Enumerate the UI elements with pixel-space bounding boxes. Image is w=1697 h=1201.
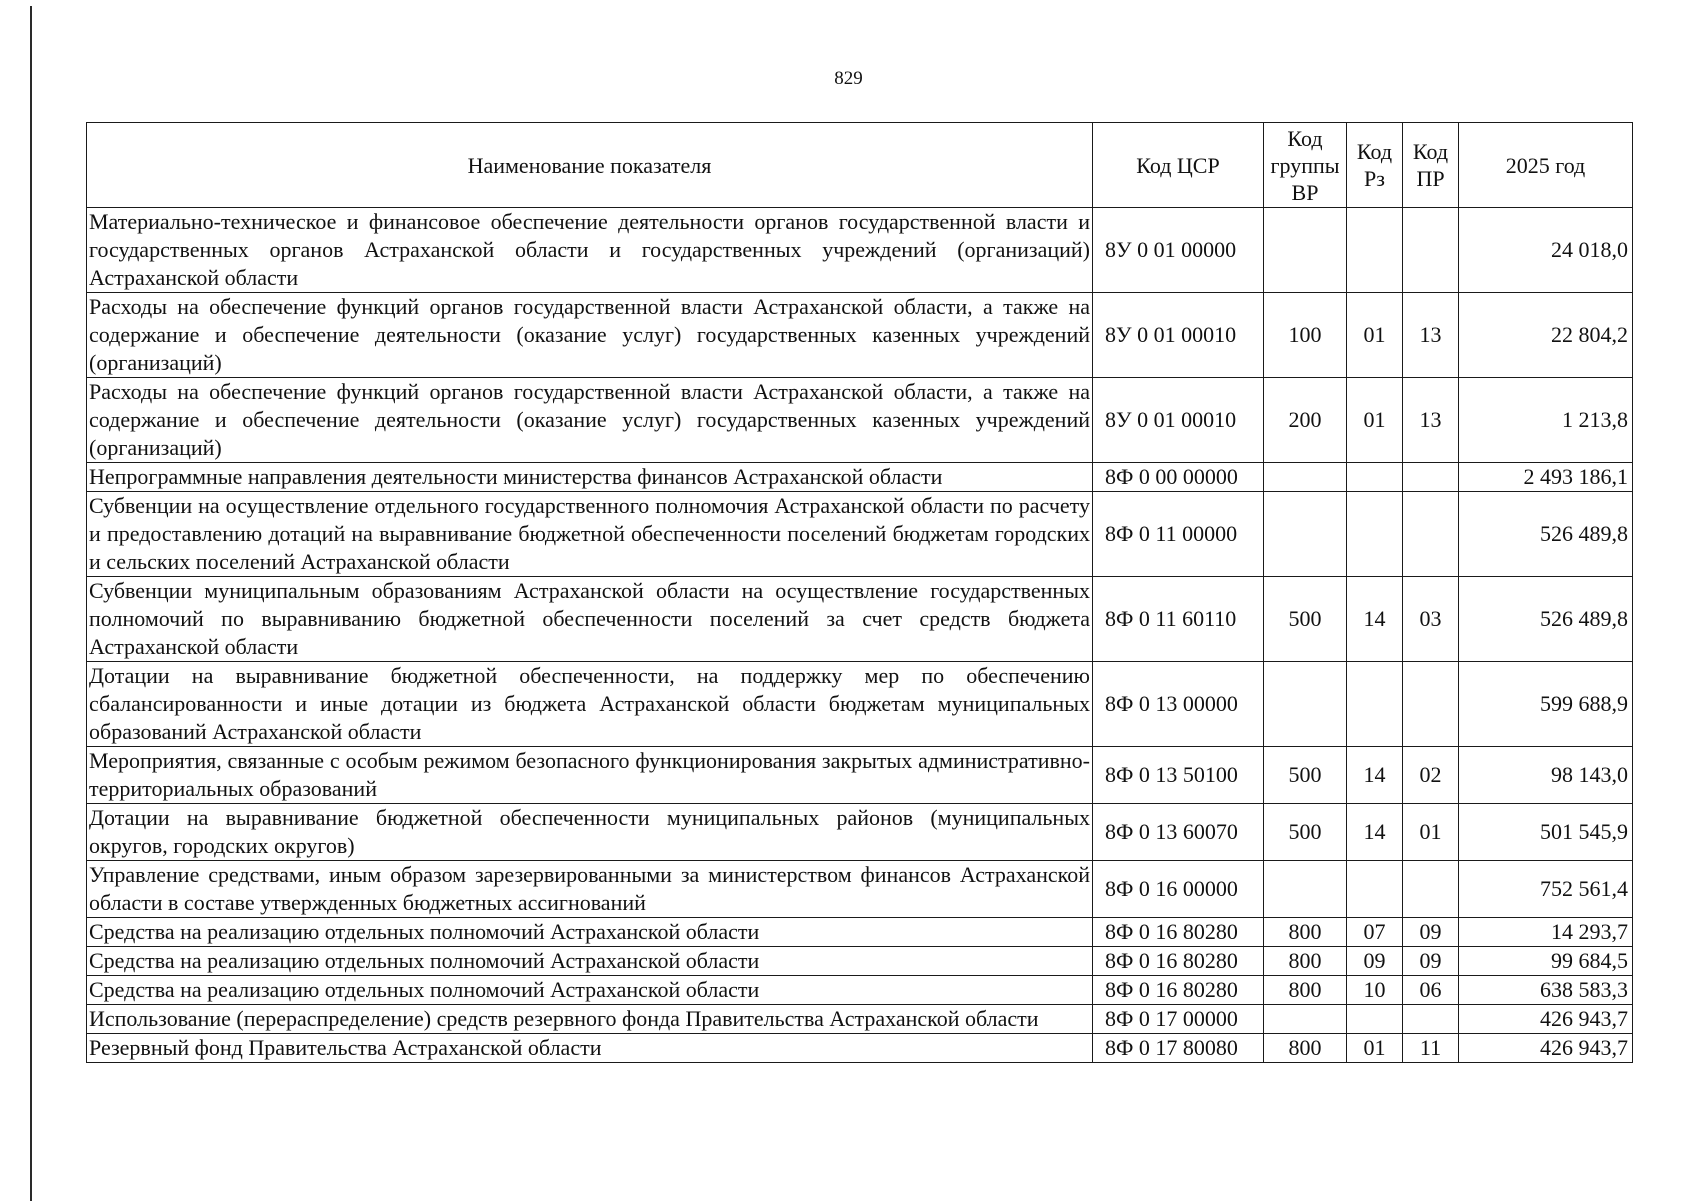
cell-vr xyxy=(1264,208,1347,293)
cell-vr xyxy=(1264,463,1347,492)
cell-name: Расходы на обеспечение функций органов государственной власти Астраханской области, а также на содержание и обеспечение деятельности (оказание услуг) государственных казенных учреждений (организаций) xyxy=(87,378,1093,463)
cell-name: Мероприятия, связанные с особым режимом безопасного функционирования закрытых административно-территориальных образований xyxy=(87,747,1093,804)
budget-table xyxy=(86,122,1633,1063)
table-row xyxy=(87,577,1633,662)
cell-csr: 8Ф 0 16 80280 xyxy=(1093,947,1264,976)
cell-vr: 800 xyxy=(1264,1034,1347,1063)
header-year: 2025 год xyxy=(1459,123,1633,208)
cell-name: Субвенции муниципальным образованиям Астраханской области на осуществление государственных полномочий по выравниванию бюджетной обеспеченности поселений за счет средств бюджета Астраханской области xyxy=(87,577,1093,662)
cell-pr: 02 xyxy=(1403,747,1459,804)
cell-vr: 500 xyxy=(1264,577,1347,662)
table-body xyxy=(87,208,1633,1063)
cell-pr xyxy=(1403,861,1459,918)
cell-csr: 8Ф 0 00 00000 xyxy=(1093,463,1264,492)
table-row xyxy=(87,976,1633,1005)
cell-amount: 638 583,3 xyxy=(1459,976,1633,1005)
cell-rz: 09 xyxy=(1347,947,1403,976)
cell-vr: 800 xyxy=(1264,947,1347,976)
cell-vr: 100 xyxy=(1264,293,1347,378)
cell-csr: 8Ф 0 13 00000 xyxy=(1093,662,1264,747)
cell-rz: 14 xyxy=(1347,804,1403,861)
header-vr: Код группы ВР xyxy=(1264,123,1347,208)
cell-csr: 8Ф 0 13 60070 xyxy=(1093,804,1264,861)
cell-amount: 426 943,7 xyxy=(1459,1005,1633,1034)
table-row xyxy=(87,1034,1633,1063)
header-name: Наименование показателя xyxy=(87,123,1093,208)
cell-csr: 8Ф 0 11 00000 xyxy=(1093,492,1264,577)
cell-amount: 752 561,4 xyxy=(1459,861,1633,918)
cell-csr: 8У 0 01 00010 xyxy=(1093,378,1264,463)
budget-table-container xyxy=(86,122,1632,1063)
cell-rz xyxy=(1347,1005,1403,1034)
cell-rz xyxy=(1347,492,1403,577)
cell-rz xyxy=(1347,463,1403,492)
table-row xyxy=(87,662,1633,747)
cell-amount: 526 489,8 xyxy=(1459,492,1633,577)
cell-name: Непрограммные направления деятельности министерства финансов Астраханской области xyxy=(87,463,1093,492)
cell-pr xyxy=(1403,1005,1459,1034)
cell-name: Расходы на обеспечение функций органов государственной власти Астраханской области, а также на содержание и обеспечение деятельности (оказание услуг) государственных казенных учреждений (организаций) xyxy=(87,293,1093,378)
cell-vr: 800 xyxy=(1264,976,1347,1005)
cell-pr: 03 xyxy=(1403,577,1459,662)
cell-rz: 14 xyxy=(1347,747,1403,804)
cell-vr xyxy=(1264,1005,1347,1034)
table-row xyxy=(87,1005,1633,1034)
cell-name: Дотации на выравнивание бюджетной обеспеченности, на поддержку мер по обеспечению сбалансированности и иные дотации из бюджета Астраханской области бюджетам муниципальных образований Астраханской области xyxy=(87,662,1093,747)
cell-name: Субвенции на осуществление отдельного государственного полномочия Астраханской области по расчету и предоставлению дотаций на выравнивание бюджетной обеспеченности поселений бюджетам городских и сельских поселений Астраханской области xyxy=(87,492,1093,577)
cell-vr: 500 xyxy=(1264,804,1347,861)
cell-amount: 24 018,0 xyxy=(1459,208,1633,293)
table-header-row xyxy=(87,123,1633,208)
header-rz: Код Рз xyxy=(1347,123,1403,208)
cell-vr: 800 xyxy=(1264,918,1347,947)
cell-rz: 01 xyxy=(1347,1034,1403,1063)
table-row xyxy=(87,208,1633,293)
cell-rz xyxy=(1347,208,1403,293)
table-row xyxy=(87,947,1633,976)
table-row xyxy=(87,861,1633,918)
table-row xyxy=(87,492,1633,577)
cell-pr: 13 xyxy=(1403,378,1459,463)
cell-csr: 8У 0 01 00010 xyxy=(1093,293,1264,378)
page-number: 829 xyxy=(834,68,863,89)
cell-pr xyxy=(1403,208,1459,293)
cell-amount: 526 489,8 xyxy=(1459,577,1633,662)
cell-name: Средства на реализацию отдельных полномочий Астраханской области xyxy=(87,976,1093,1005)
table-row xyxy=(87,463,1633,492)
cell-csr: 8Ф 0 16 80280 xyxy=(1093,918,1264,947)
cell-name: Использование (перераспределение) средств резервного фонда Правительства Астраханской области xyxy=(87,1005,1093,1034)
cell-pr: 13 xyxy=(1403,293,1459,378)
cell-amount: 2 493 186,1 xyxy=(1459,463,1633,492)
cell-name: Материально-техническое и финансовое обеспечение деятельности органов государственной власти и государственных органов Астраханской области и государственных учреждений (организаций) Астраханской области xyxy=(87,208,1093,293)
cell-pr: 01 xyxy=(1403,804,1459,861)
cell-pr xyxy=(1403,492,1459,577)
cell-csr: 8Ф 0 17 80080 xyxy=(1093,1034,1264,1063)
cell-pr: 06 xyxy=(1403,976,1459,1005)
cell-pr xyxy=(1403,463,1459,492)
cell-csr: 8Ф 0 16 00000 xyxy=(1093,861,1264,918)
cell-rz: 01 xyxy=(1347,378,1403,463)
cell-rz: 07 xyxy=(1347,918,1403,947)
cell-vr xyxy=(1264,861,1347,918)
cell-name: Управление средствами, иным образом зарезервированными за министерством финансов Астраханской области в составе утвержденных бюджетных ассигнований xyxy=(87,861,1093,918)
cell-amount: 1 213,8 xyxy=(1459,378,1633,463)
cell-name: Средства на реализацию отдельных полномочий Астраханской области xyxy=(87,918,1093,947)
header-csr: Код ЦСР xyxy=(1093,123,1264,208)
cell-amount: 599 688,9 xyxy=(1459,662,1633,747)
table-row xyxy=(87,747,1633,804)
cell-csr: 8Ф 0 13 50100 xyxy=(1093,747,1264,804)
cell-rz: 14 xyxy=(1347,577,1403,662)
cell-name: Резервный фонд Правительства Астраханской области xyxy=(87,1034,1093,1063)
cell-rz: 01 xyxy=(1347,293,1403,378)
cell-vr xyxy=(1264,492,1347,577)
table-row xyxy=(87,293,1633,378)
cell-amount: 22 804,2 xyxy=(1459,293,1633,378)
cell-csr: 8Ф 0 11 60110 xyxy=(1093,577,1264,662)
cell-amount: 99 684,5 xyxy=(1459,947,1633,976)
cell-vr xyxy=(1264,662,1347,747)
cell-amount: 501 545,9 xyxy=(1459,804,1633,861)
cell-csr: 8Ф 0 16 80280 xyxy=(1093,976,1264,1005)
table-row xyxy=(87,804,1633,861)
cell-rz: 10 xyxy=(1347,976,1403,1005)
cell-pr xyxy=(1403,662,1459,747)
cell-name: Дотации на выравнивание бюджетной обеспеченности муниципальных районов (муниципальных округов, городских округов) xyxy=(87,804,1093,861)
cell-vr: 500 xyxy=(1264,747,1347,804)
cell-pr: 11 xyxy=(1403,1034,1459,1063)
cell-pr: 09 xyxy=(1403,947,1459,976)
cell-name: Средства на реализацию отдельных полномочий Астраханской области xyxy=(87,947,1093,976)
cell-vr: 200 xyxy=(1264,378,1347,463)
cell-rz xyxy=(1347,662,1403,747)
cell-amount: 426 943,7 xyxy=(1459,1034,1633,1063)
cell-rz xyxy=(1347,861,1403,918)
header-pr: Код ПР xyxy=(1403,123,1459,208)
cell-csr: 8Ф 0 17 00000 xyxy=(1093,1005,1264,1034)
cell-amount: 14 293,7 xyxy=(1459,918,1633,947)
table-row xyxy=(87,378,1633,463)
table-row xyxy=(87,918,1633,947)
cell-amount: 98 143,0 xyxy=(1459,747,1633,804)
binding-edge-line xyxy=(30,6,32,1201)
cell-pr: 09 xyxy=(1403,918,1459,947)
cell-csr: 8У 0 01 00000 xyxy=(1093,208,1264,293)
